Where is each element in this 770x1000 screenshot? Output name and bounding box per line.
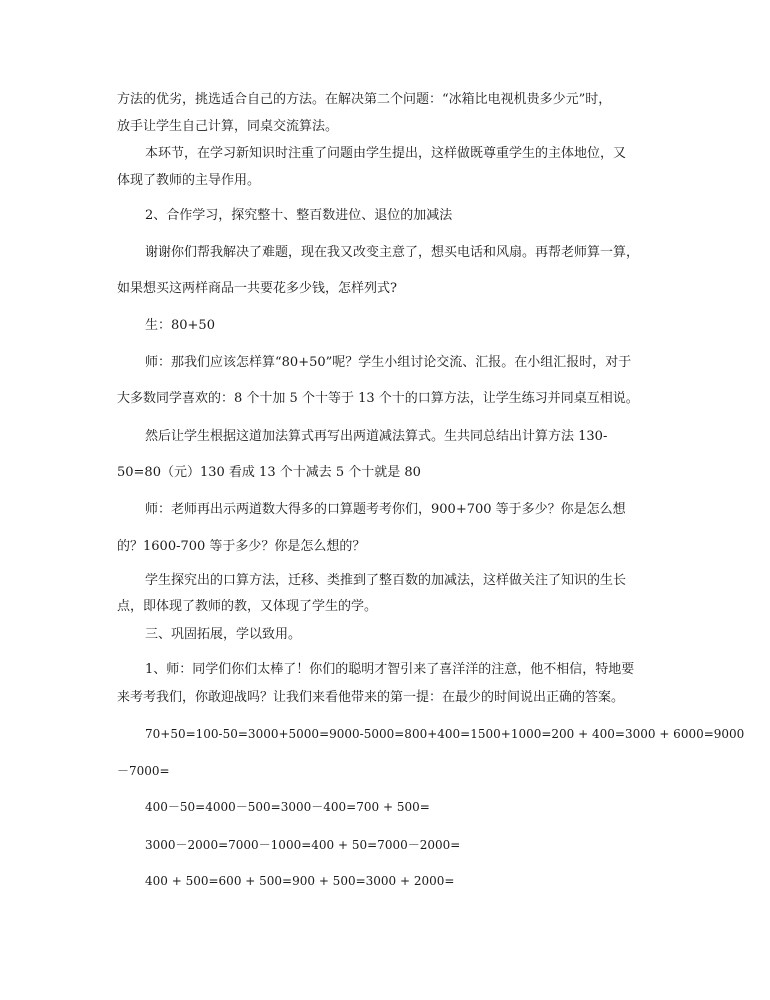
paragraph-line: 50=80（元）130 看成 13 个十减去 5 个十就是 80	[117, 465, 421, 480]
paragraph-line: 方法的优劣，挑选适合自己的方法。在解决第二个问题：“冰箱比电视机贵多少元”时，	[117, 92, 612, 107]
paragraph-line: 谢谢你们帮我解决了难题，现在我又改变主意了，想买电话和风扇。再帮老师算一算，	[145, 245, 640, 260]
paragraph-line: 的？1600-700 等于多少？你是怎么想的？	[117, 539, 366, 554]
paragraph-line: 体现了教师的主导作用。	[117, 173, 261, 188]
equation-line: 400－50=4000－500=3000－400=700 + 500=	[145, 800, 430, 814]
equation-line: －7000=	[117, 764, 170, 778]
paragraph-line: 师：老师再出示两道数大得多的口算题考考你们，900+700 等于多少？你是怎么想	[145, 502, 626, 517]
paragraph-line: 师：那我们应该怎样算“80+50”呢？学生小组讨论交流、汇报。在小组汇报时，对于	[145, 355, 632, 370]
paragraph-line: 大多数同学喜欢的：8 个十加 5 个十等于 13 个十的口算方法，让学生练习并同桌互相说。	[117, 391, 639, 406]
paragraph-line: 如果想买这两样商品一共要花多少钱，怎样列式?	[117, 281, 397, 296]
section-heading: 三、巩固拓展，学以致用。	[145, 627, 302, 642]
paragraph-line: 本环节，在学习新知识时注重了问题由学生提出，这样做既尊重学生的主体地位，又	[145, 146, 627, 161]
equation-line: 3000－2000=7000－1000=400 + 50=7000－2000=	[145, 838, 461, 852]
paragraph-line: 点，即体现了教师的教，又体现了学生的学。	[117, 599, 378, 614]
paragraph-line: 来考考我们，你敢迎战吗？让我们来看他带来的第一提：在最少的时间说出正确的答案。	[117, 690, 625, 705]
paragraph-line: 1、师：同学们你们太棒了！你们的聪明才智引来了喜洋洋的注意，他不相信，特地要	[145, 662, 635, 677]
paragraph-line: 然后让学生根据这道加法算式再写出两道减法算式。生共同总结出计算方法 130-	[145, 429, 608, 444]
equation-line: 400 + 500=600 + 500=900 + 500=3000 + 2000=	[145, 874, 455, 888]
equation-line: 70+50=100-50=3000+5000=9000-5000=800+400=1500+1000=200 + 400=3000 + 6000=9000	[145, 727, 745, 741]
paragraph-line: 放手让学生自己计算，同桌交流算法。	[117, 119, 339, 134]
section-heading: 2、合作学习，探究整十、整百数进位、退位的加减法	[145, 208, 453, 223]
paragraph-line: 学生探究出的口算方法，迁移、类推到了整百数的加减法，这样做关注了知识的生长	[145, 573, 627, 588]
paragraph-line: 生：80+50	[145, 318, 215, 333]
